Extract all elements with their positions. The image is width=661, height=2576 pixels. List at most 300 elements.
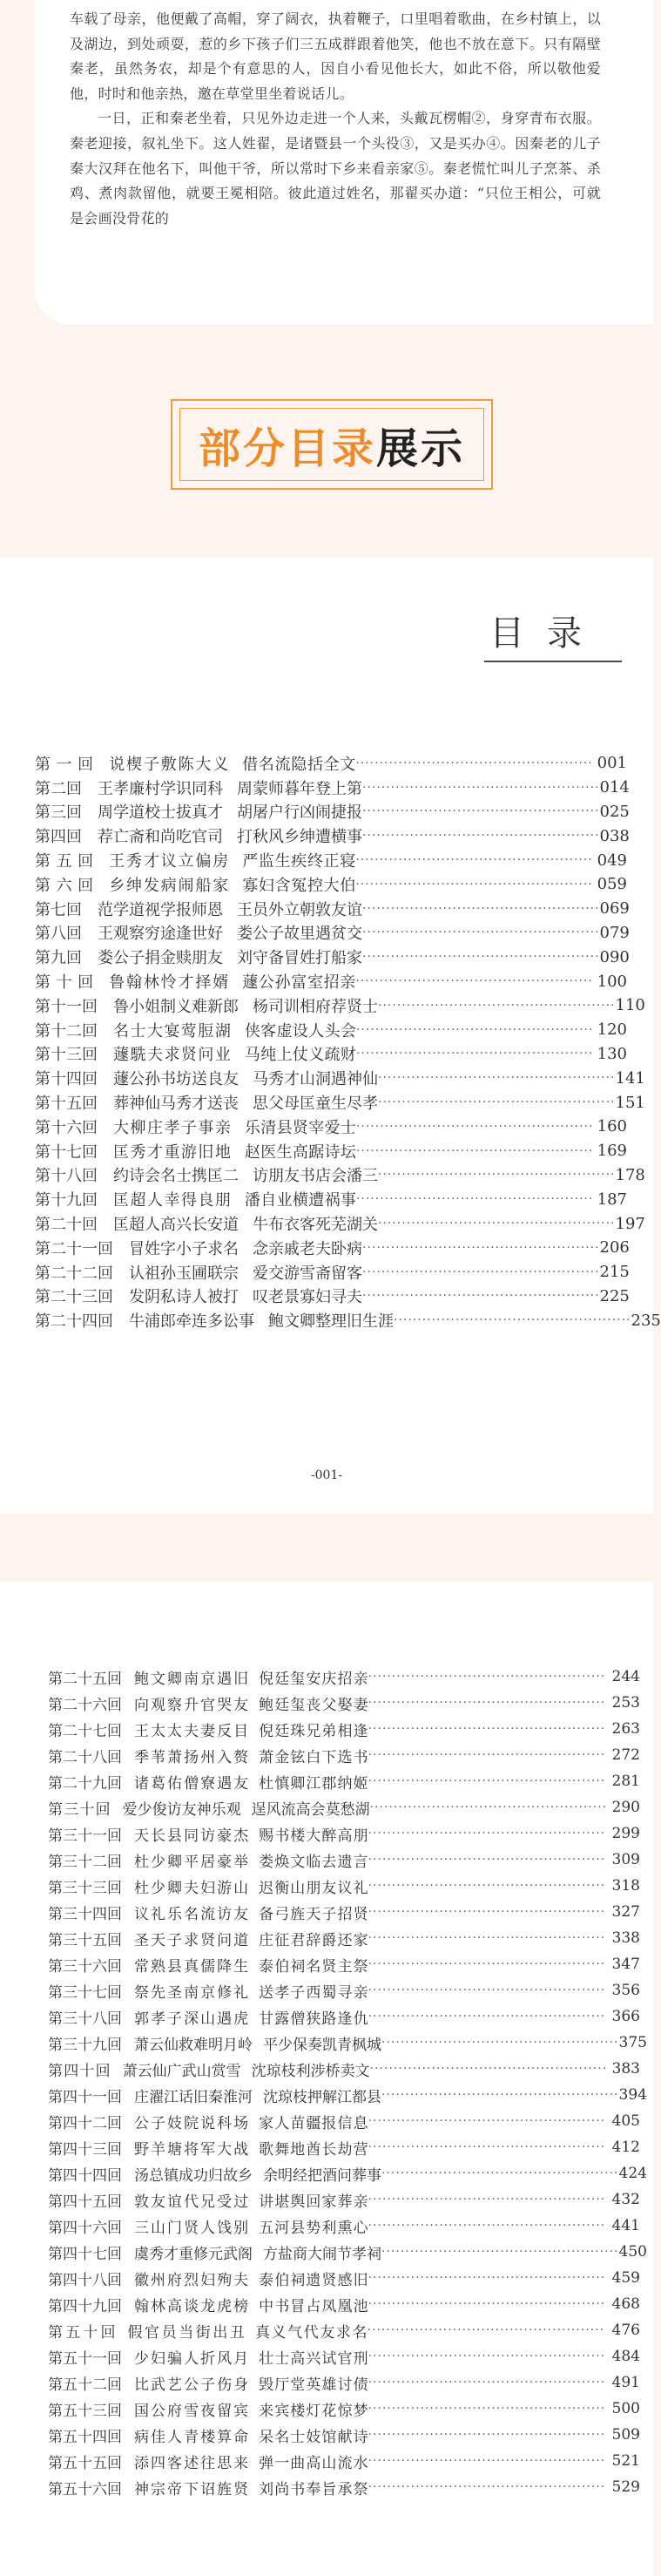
chapter-number: 第四十三回 — [48, 2140, 122, 2159]
chapter-page-number: 476 — [611, 2322, 640, 2339]
chapter-title-first: 娄公子捐金赎朋友 — [98, 949, 223, 968]
chapter-title-second: 赐书楼大醉高朋 — [259, 1827, 368, 1845]
toc-page-1 — [0, 558, 661, 1514]
toc-title: 目录 — [489, 613, 604, 654]
chapter-title-second: 萧金铉白下选书 — [259, 1748, 368, 1766]
leader-dots: ·················································· — [368, 1957, 606, 1971]
leader-dots: ·················································· — [368, 1879, 606, 1893]
chapter-number: 第五十回 — [48, 2323, 116, 2342]
chapter-title-first: 发阴私诗人被打 — [129, 1288, 239, 1307]
chapter-title-first: 三山门贤人饯别 — [134, 2219, 249, 2237]
chapter-number: 第二十五回 — [48, 1670, 122, 1688]
chapter-number: 第二回 — [35, 779, 82, 798]
chapter-title-second: 杜慎卿江郡纳姬 — [259, 1774, 368, 1793]
leader-dots: ·················································· — [362, 950, 600, 965]
chapter-title-second: 访朋友书店会潘三 — [253, 1167, 378, 1186]
leader-dots: ·················································· — [355, 1143, 594, 1158]
chapter-page-number: 383 — [611, 2060, 640, 2078]
chapter-title-second: 思父母匡童生尽孝 — [253, 1095, 378, 1114]
chapter-number: 第二十三回 — [35, 1288, 113, 1307]
chapter-title-first: 冒姓字小子求名 — [129, 1239, 239, 1258]
chapter-page-number: 090 — [599, 947, 630, 966]
leader-dots: ·················································· — [362, 804, 600, 819]
toc-entry — [48, 1925, 640, 1951]
leader-dots: ·················································· — [362, 925, 600, 940]
toc-entry — [35, 776, 630, 800]
toc-entry — [48, 1873, 640, 1899]
chapter-number: 第五十二回 — [48, 2376, 122, 2394]
chapter-title-first: 匡超人幸得良朋 — [113, 1191, 231, 1210]
chapter-number: 第三十三回 — [48, 1879, 122, 1897]
chapter-page-number: 206 — [599, 1238, 630, 1257]
chapter-number: 第十五回 — [35, 1095, 98, 1114]
chapter-title-first: 少妇骗人折风月 — [134, 2349, 249, 2368]
chapter-number: 第三十一回 — [48, 1827, 122, 1845]
chapter-page-number: 281 — [611, 1773, 640, 1790]
chapter-page-number: 356 — [611, 1982, 640, 1999]
chapter-title-second: 赵医生高踞诗坛 — [244, 1142, 356, 1162]
chapter-page-number: 141 — [615, 1068, 645, 1088]
leader-dots: ·················································· — [368, 1827, 606, 1840]
chapter-title-first: 杜少卿夫妇游山 — [134, 1879, 249, 1897]
toc-entry — [35, 800, 630, 824]
chapter-title-second: 马秀才山洞遇神仙 — [253, 1070, 378, 1089]
leader-dots: ·················································· — [368, 2193, 606, 2207]
leader-dots: ·················································· — [368, 2376, 606, 2390]
chapter-number: 第二十九回 — [48, 1774, 122, 1793]
leader-dots: ·················································· — [368, 1905, 606, 1919]
toc-entry — [48, 2343, 640, 2369]
chapter-title-first: 大柳庄孝子事亲 — [113, 1118, 231, 1137]
chapter-page-number: 500 — [611, 2400, 640, 2417]
chapter-title-second: 念亲戚老夫卧病 — [253, 1239, 362, 1258]
leader-dots: ·················································· — [368, 2140, 606, 2154]
chapter-number: 第三十七回 — [48, 1983, 122, 2002]
chapter-number: 第五十六回 — [48, 2480, 122, 2498]
chapter-title-first: 祭先圣南京修礼 — [134, 1983, 249, 2002]
chapter-number: 第三十二回 — [48, 1853, 122, 1871]
toc-entry — [35, 1187, 627, 1211]
toc-page-2 — [0, 1582, 653, 2576]
chapter-number: 第二十二回 — [35, 1264, 113, 1283]
chapter-number: 第六回 — [35, 876, 94, 895]
section-banner — [171, 399, 493, 490]
leader-dots: ·················································· — [369, 1800, 608, 1814]
chapter-number: 第四回 — [35, 828, 82, 847]
chapter-title-second: 歌舞地酋长劫营 — [259, 2140, 368, 2159]
chapter-title-first: 假官员当街出丑 — [127, 2323, 245, 2342]
chapter-page-number: 235 — [631, 1311, 661, 1330]
chapter-title-second: 平少保奏凯青枫城 — [263, 2036, 381, 2054]
chapter-title-second: 壮士高兴试官刑 — [259, 2349, 368, 2368]
toc-entry — [48, 1794, 640, 1820]
section-banner-inner — [179, 408, 484, 481]
chapter-page-number: 069 — [599, 899, 630, 919]
toc-entry — [48, 2474, 640, 2500]
chapter-page-number: 394 — [618, 2086, 647, 2104]
leader-dots: ·················································· — [355, 1022, 594, 1037]
chapter-page-number: 197 — [615, 1214, 645, 1233]
chapter-title-first: 比武艺公子伤身 — [134, 2376, 249, 2394]
chapter-page-number: 169 — [597, 1142, 627, 1161]
chapter-title-second: 泰伯祠遗贤感旧 — [259, 2271, 368, 2289]
chapter-number: 第五十四回 — [48, 2428, 122, 2446]
toc-entry — [35, 945, 630, 969]
toc-entry — [48, 2160, 647, 2186]
chapter-title-first: 汤总镇成功归故乡 — [134, 2166, 253, 2185]
chapter-title-second: 送孝子西蜀寻亲 — [259, 1983, 368, 2002]
toc-entry — [48, 2056, 640, 2082]
toc-entry — [35, 1042, 627, 1067]
chapter-title-second: 潘自业横遭祸事 — [244, 1191, 356, 1210]
leader-dots: ·················································· — [368, 1853, 606, 1867]
chapter-page-number: 327 — [611, 1903, 640, 1921]
chapter-page-number: 450 — [618, 2243, 647, 2261]
chapter-page-number: 225 — [599, 1286, 630, 1305]
chapter-page-number: 509 — [611, 2426, 640, 2444]
chapter-title-second: 五河县势利熏心 — [259, 2219, 368, 2237]
chapter-title-first: 葬神仙马秀才送丧 — [113, 1095, 239, 1114]
toc-entry — [35, 921, 630, 946]
chapter-title-second: 泰伯祠名贤主祭 — [259, 1957, 368, 1976]
toc-entry — [35, 824, 630, 848]
chapter-number: 第四十五回 — [48, 2193, 122, 2211]
leader-dots: ·················································· — [381, 2166, 619, 2180]
toc-entry — [48, 2422, 640, 2448]
toc-title-underline — [484, 661, 622, 662]
chapter-title-second: 鲍文卿整理旧生涯 — [268, 1312, 394, 1332]
toc-entry — [48, 2003, 640, 2030]
chapter-page-number: 120 — [597, 1020, 627, 1040]
chapter-number: 第五十一回 — [48, 2349, 122, 2368]
chapter-number: 第二十回 — [35, 1216, 98, 1235]
chapter-title-second: 家人苗疆报信息 — [259, 2114, 368, 2132]
chapter-title-second: 来宾楼灯花惊梦 — [259, 2402, 368, 2420]
chapter-title-first: 名士大宴莺脰湖 — [113, 1021, 231, 1041]
leader-dots: ·················································· — [355, 756, 593, 770]
chapter-title-second: 胡屠户行凶闹捷报 — [237, 803, 362, 823]
toc-entry — [48, 2448, 640, 2474]
chapter-title-second: 娄公子故里遇贫交 — [237, 925, 362, 944]
chapter-title-first: 天长县同访豪杰 — [134, 1827, 249, 1845]
chapter-number: 第十八回 — [35, 1167, 98, 1186]
chapter-title-second: 鲍廷玺丧父娶妻 — [259, 1696, 368, 1714]
leader-dots: ·················································· — [368, 1983, 606, 1997]
chapter-number: 第三回 — [35, 803, 82, 823]
leader-dots: ·················································· — [368, 1748, 606, 1762]
leader-dots: ·················································· — [381, 2088, 619, 2102]
chapter-title-first: 诸葛佑僧寮遇友 — [134, 1774, 249, 1793]
chapter-title-first: 王秀才议立偏房 — [109, 852, 229, 871]
chapter-number: 第四十六回 — [48, 2219, 122, 2237]
chapter-page-number: 100 — [597, 972, 627, 991]
chapter-page-number: 187 — [597, 1190, 627, 1209]
chapter-number: 第四十一回 — [48, 2088, 122, 2106]
chapter-title-first: 翰林高谈龙虎榜 — [134, 2297, 249, 2315]
chapter-title-first: 公子妓院说科场 — [134, 2114, 249, 2132]
toc-list — [48, 1664, 647, 2500]
chapter-number: 第十六回 — [35, 1118, 98, 1137]
chapter-number: 第二十六回 — [48, 1696, 122, 1714]
leader-dots: ·················································· — [368, 2010, 606, 2024]
chapter-number: 第三十五回 — [48, 1931, 122, 1949]
toc-entry — [48, 2030, 647, 2056]
chapter-number: 第三十六回 — [48, 1957, 122, 1976]
chapter-title-first: 乡绅发病闹船家 — [109, 876, 229, 895]
chapter-number: 第九回 — [35, 949, 82, 968]
toc-entry — [48, 1977, 640, 2003]
toc-entry — [48, 2213, 640, 2239]
leader-dots: ·················································· — [381, 2245, 619, 2259]
chapter-title-first: 添四客述往思来 — [134, 2454, 249, 2472]
chapter-number: 第十四回 — [35, 1070, 98, 1089]
chapter-page-number: 309 — [611, 1851, 640, 1868]
chapter-number: 第三十八回 — [48, 2010, 122, 2028]
chapter-title-second: 周蒙师暮年登上第 — [237, 779, 362, 798]
chapter-number: 第四十二回 — [48, 2114, 122, 2132]
chapter-title-first: 国公府雪夜留宾 — [134, 2402, 249, 2420]
chapter-title-first: 敦友谊代兄受过 — [134, 2193, 249, 2211]
toc-entry — [48, 2291, 640, 2317]
chapter-title-second: 倪廷玺安庆招亲 — [259, 1670, 368, 1688]
chapter-title-first: 议礼乐名流访友 — [134, 1905, 249, 1923]
leader-dots: ·················································· — [378, 1168, 616, 1183]
chapter-title-second: 方盐商大闹节孝祠 — [263, 2245, 381, 2263]
leader-dots: ·················································· — [355, 1192, 594, 1207]
toc-entry — [35, 897, 630, 921]
leader-dots: ·················································· — [394, 1313, 631, 1328]
chapter-title-first: 杜少卿平居豪举 — [134, 1853, 249, 1871]
chapter-title-second: 讲堪舆回家葬亲 — [259, 2193, 368, 2211]
chapter-number: 第五十五回 — [48, 2454, 122, 2472]
chapter-title-second: 中书冒占凤凰池 — [259, 2297, 368, 2315]
chapter-page-number: 244 — [611, 1668, 640, 1685]
chapter-title-first: 鲁小姐制义难新郎 — [113, 997, 239, 1016]
toc-entry — [35, 969, 627, 993]
chapter-title-second: 乐清县贤宰爱士 — [244, 1118, 356, 1137]
chapter-page-number: 059 — [597, 875, 627, 894]
chapter-title-first: 鲁翰林怜才择婿 — [109, 973, 229, 993]
chapter-title-second: 逞风流高会莫愁湖 — [251, 1800, 370, 1819]
chapter-page-number: 338 — [611, 1929, 640, 1947]
chapter-title-first: 神宗帝下诏旌贤 — [134, 2480, 249, 2498]
toc-entry — [48, 2317, 640, 2343]
leader-dots: ·················································· — [362, 1264, 600, 1279]
toc-entry — [48, 1742, 640, 1768]
leader-dots: ·················································· — [368, 1696, 606, 1710]
leader-dots: ·················································· — [362, 1289, 600, 1304]
toc-entry — [48, 2186, 640, 2213]
chapter-title-first: 约诗会名士携匡二 — [113, 1167, 239, 1186]
toc-entry — [35, 1260, 630, 1285]
toc-entry — [35, 1163, 645, 1188]
leader-dots: ·················································· — [362, 1240, 600, 1255]
leader-dots: ·················································· — [367, 2323, 605, 2337]
chapter-title-second: 甘露僧狭路逢仇 — [259, 2010, 368, 2028]
chapter-title-first: 郭孝子深山遇虎 — [134, 2010, 249, 2028]
toc-entry — [48, 2082, 647, 2108]
chapter-title-first: 季苇萧扬州入赘 — [134, 1748, 249, 1766]
leader-dots: ·················································· — [368, 1931, 606, 1945]
leader-dots: ·················································· — [368, 1774, 606, 1788]
chapter-title-second: 娄焕文临去遗言 — [259, 1853, 368, 1871]
novel-excerpt — [70, 7, 601, 231]
excerpt-paragraph-2: 一日，正和秦老坐着，只见外边走进一个人来，头戴瓦楞帽②，身穿青布衣服。秦老迎接，叙礼坐下。这人姓翟，是诸暨县一个头役③，又是买办④。因秦老的儿子秦大汉拜在他名下，叫他干爷，所以常时下乡来看亲家⑤。秦老慌忙叫儿子烹茶、杀鸡、煮肉款留他，就要王冕相陪。彼此道过姓名，那翟买办道：“只位王相公，可就是会画没骨花的 — [70, 110, 601, 227]
chapter-page-number: 215 — [599, 1263, 630, 1282]
chapter-title-first: 野羊塘将军大战 — [134, 2140, 249, 2159]
chapter-page-number: 441 — [611, 2217, 640, 2234]
chapter-title-first: 庄濯江话旧秦淮河 — [134, 2088, 253, 2106]
chapter-page-number: 491 — [611, 2374, 640, 2391]
chapter-title-first: 徽州府烈妇殉夫 — [134, 2271, 249, 2289]
chapter-number: 第四十回 — [48, 2062, 111, 2080]
toc-entry — [35, 1139, 627, 1163]
chapter-title-first: 王太太夫妻反目 — [134, 1722, 249, 1740]
toc-entry — [48, 2239, 647, 2265]
chapter-title-first: 周学道校士拔真才 — [98, 803, 223, 823]
chapter-page-number: 001 — [597, 754, 627, 773]
leader-dots: ·················································· — [378, 998, 616, 1013]
excerpt-paragraph-1: 车载了母亲，他便戴了高帽，穿了阔衣，执着鞭子，口里唱着歌曲，在乡村镇上，以及湖边，到处顽耍，惹的乡下孩子们三五成群跟着他笑，他也不放在意下。只有隔壁秦老，虽然务农，却是个有意思的人，因自小看见他长大，如此不俗，所以敬他爱他，时时和他亲热，邀在草堂里坐着说话儿。 — [70, 10, 601, 102]
chapter-page-number: 049 — [597, 851, 627, 870]
chapter-number: 第五十三回 — [48, 2402, 122, 2420]
chapter-page-number: 263 — [611, 1720, 640, 1738]
chapter-page-number: 318 — [611, 1877, 640, 1895]
toc-entry — [48, 1716, 640, 1742]
page-number: -001- — [310, 1468, 343, 1482]
chapter-title-second: 呆名士妓馆献诗 — [259, 2428, 368, 2446]
toc-entry — [48, 1768, 640, 1794]
chapter-page-number: 253 — [611, 1694, 640, 1712]
leader-dots: ·················································· — [368, 2297, 606, 2311]
toc-entry — [48, 1951, 640, 1977]
chapter-title-first: 范学道视学报师恩 — [98, 900, 223, 919]
chapter-title-first: 说楔子敷陈大义 — [109, 755, 229, 774]
toc-entry — [35, 1308, 661, 1332]
chapter-page-number: 347 — [611, 1956, 640, 1973]
chapter-number: 第十回 — [35, 973, 94, 993]
chapter-page-number: 405 — [611, 2112, 640, 2130]
chapter-number: 第三十回 — [48, 1800, 111, 1819]
chapter-page-number: 375 — [618, 2034, 647, 2051]
toc-entry — [48, 2134, 640, 2160]
chapter-number: 第二十七回 — [48, 1722, 122, 1740]
toc-entry — [35, 848, 627, 872]
toc-entry — [48, 2369, 640, 2396]
chapter-number: 第四十四回 — [48, 2166, 122, 2185]
chapter-title-first: 萧云仙广武山赏雪 — [122, 2062, 241, 2080]
leader-dots: ·················································· — [362, 780, 600, 795]
chapter-title-second: 刘守备冒姓打船家 — [237, 949, 362, 968]
leader-dots: ·················································· — [368, 1722, 606, 1736]
toc-entry — [35, 993, 645, 1018]
chapter-title-second: 刘尚书奉旨承祭 — [259, 2480, 368, 2498]
toc-entry — [35, 1236, 630, 1260]
chapter-number: 第四十九回 — [48, 2297, 122, 2315]
chapter-title-first: 虞秀才重修元武阁 — [134, 2245, 253, 2263]
chapter-title-first: 爱少俊访友神乐观 — [122, 1800, 241, 1819]
leader-dots: ·················································· — [355, 974, 593, 989]
leader-dots: ·················································· — [362, 901, 600, 916]
chapter-number: 第四十八回 — [48, 2271, 122, 2289]
toc-entry — [48, 1690, 640, 1716]
chapter-title-second: 弹一曲高山流水 — [259, 2454, 368, 2472]
chapter-title-second: 爱交游雪斋留客 — [253, 1264, 362, 1283]
chapter-title-first: 牛浦郎牵连多讼事 — [129, 1312, 254, 1332]
chapter-title-second: 迟衡山朋友议礼 — [259, 1879, 368, 1897]
leader-dots: ·················································· — [368, 2480, 606, 2494]
leader-dots: ·················································· — [368, 2402, 606, 2416]
chapter-page-number: 412 — [611, 2139, 640, 2156]
leader-dots: ·················································· — [368, 2219, 606, 2233]
toc-entry — [35, 872, 627, 897]
toc-entry — [35, 1211, 645, 1236]
leader-dots: ·················································· — [378, 1095, 616, 1110]
leader-dots: ·················································· — [378, 1071, 616, 1086]
chapter-page-number: 299 — [611, 1825, 640, 1842]
chapter-title-second: 倪廷珠兄弟相逢 — [259, 1722, 368, 1740]
chapter-page-number: 521 — [611, 2452, 640, 2470]
leader-dots: ·················································· — [368, 2271, 606, 2285]
leader-dots: ·················································· — [368, 2454, 606, 2468]
leader-dots: ·················································· — [368, 2349, 606, 2363]
chapter-title-second: 侠客虚设人头会 — [244, 1021, 356, 1041]
chapter-title-second: 寡妇含冤控大伯 — [242, 876, 356, 895]
chapter-page-number: 130 — [597, 1044, 627, 1063]
chapter-number: 第四十七回 — [48, 2245, 122, 2263]
chapter-title-second: 毁厅堂英雄讨债 — [259, 2376, 368, 2394]
toc-entry — [48, 1664, 640, 1690]
leader-dots: ·················································· — [378, 1217, 616, 1231]
toc-entry — [48, 1847, 640, 1873]
chapter-title-second: 王员外立朝敦友谊 — [237, 900, 362, 919]
chapter-page-number: 290 — [611, 1799, 640, 1816]
leader-dots: ·················································· — [368, 2114, 606, 2128]
chapter-title-second: 杨司训相府荐贤士 — [253, 997, 378, 1016]
toc-entry — [48, 2396, 640, 2422]
chapter-page-number: 468 — [611, 2295, 640, 2313]
chapter-number: 第二十四回 — [35, 1312, 113, 1332]
leader-dots: ·················································· — [381, 2036, 619, 2050]
chapter-title-second: 打秋风乡绅遭横事 — [237, 828, 362, 847]
chapter-title-second: 借名流隐括全文 — [242, 755, 356, 774]
toc-entry — [35, 1018, 627, 1042]
chapter-page-number: 484 — [611, 2348, 640, 2365]
chapter-title-first: 向观察升官哭友 — [134, 1696, 249, 1714]
toc-list — [35, 751, 661, 1332]
banner-text-highlight: 部分目录 — [198, 424, 376, 473]
chapter-title-first: 王孝廉村学识同科 — [98, 779, 223, 798]
chapter-title-second: 叹老景寡妇寻夫 — [253, 1288, 362, 1307]
chapter-title-first: 认祖孙玉圃联宗 — [129, 1264, 239, 1283]
toc-entry — [35, 1115, 627, 1139]
chapter-page-number: 079 — [599, 923, 630, 942]
chapter-title-second: 真义气代友求名 — [254, 2323, 368, 2342]
chapter-title-first: 匡秀才重游旧地 — [113, 1142, 231, 1162]
chapter-page-number: 529 — [611, 2478, 640, 2496]
leader-dots: ·················································· — [368, 1670, 606, 1684]
chapter-number: 第五回 — [35, 852, 94, 871]
leader-dots: ·················································· — [362, 829, 600, 844]
chapter-title-first: 常熟县真儒降生 — [134, 1957, 249, 1976]
chapter-page-number: 178 — [615, 1165, 645, 1184]
chapter-number: 第一回 — [35, 755, 94, 774]
leader-dots: ·················································· — [355, 1047, 594, 1061]
chapter-page-number: 160 — [597, 1117, 627, 1136]
toc-entry — [48, 1820, 640, 1847]
leader-dots: ·················································· — [369, 2062, 608, 2076]
chapter-number: 第十九回 — [35, 1191, 98, 1210]
